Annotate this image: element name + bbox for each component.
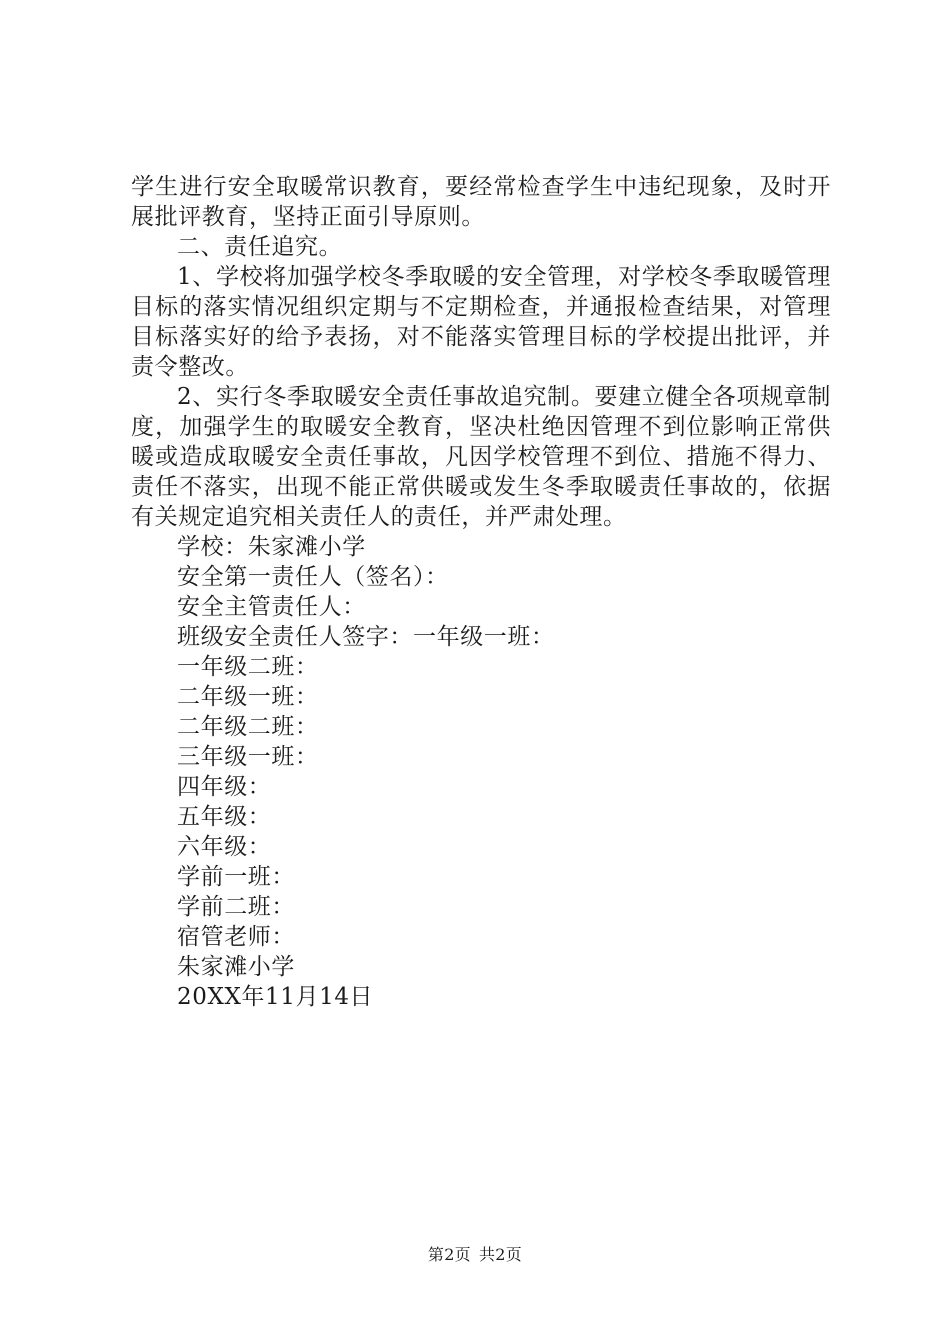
signature-class-line: 二年级二班： (177, 714, 319, 740)
signature-class-line: 四年级： (177, 774, 272, 800)
signature-school: 学校：朱家滩小学 (177, 534, 366, 560)
signature-class-line: 一年级二班： (177, 654, 319, 680)
page-number-current: 第2页 (427, 1245, 471, 1264)
signature-date: 20XX年11月14日 (177, 984, 374, 1010)
signature-block (131, 532, 831, 1012)
signature-class-line: 三年级一班： (177, 744, 319, 770)
document-body (131, 172, 831, 1012)
page-number-total: 共2页 (479, 1245, 523, 1264)
signature-class-line: 学前一班： (177, 864, 295, 890)
body-paragraph-continuation: 学生进行安全取暖常识教育，要经常检查学生中违纪现象，及时开展批评教育，坚持正面引导原则。 (131, 174, 831, 230)
body-paragraph-item-2: 2、实行冬季取暖安全责任事故追究制。要建立健全各项规章制度，加强学生的取暖安全教育，坚决杜绝因管理不到位影响正常供暖或造成取暖安全责任事故，凡因学校管理不到位、措施不得力、责任不落实，出现不能正常供暖或发生冬季取暖责任事故的，依据有关规定追究相关责任人的责任，并严肃处理。 (131, 384, 831, 530)
signature-class-line: 五年级： (177, 804, 272, 830)
signature-class-line: 二年级一班： (177, 684, 319, 710)
signature-school-name: 朱家滩小学 (177, 954, 295, 980)
body-paragraph-item-1: 1、学校将加强学校冬季取暖的安全管理，对学校冬季取暖管理目标的落实情况组织定期与不定期检查，并通报检查结果，对管理目标落实好的给予表扬，对不能落实管理目标的学校提出批评，并责令整改。 (131, 264, 831, 380)
signature-supervisor: 安全主管责任人： (177, 594, 366, 620)
page-footer (0, 1245, 950, 1265)
signature-class-intro: 班级安全责任人签字：一年级一班： (177, 624, 555, 650)
signature-first-responsible: 安全第一责任人（签名）： (177, 564, 449, 590)
signature-class-line: 学前二班： (177, 894, 295, 920)
signature-class-line: 宿管老师： (177, 924, 295, 950)
signature-class-line: 六年级： (177, 834, 272, 860)
section-heading-responsibility: 二、责任追究。 (177, 234, 343, 260)
